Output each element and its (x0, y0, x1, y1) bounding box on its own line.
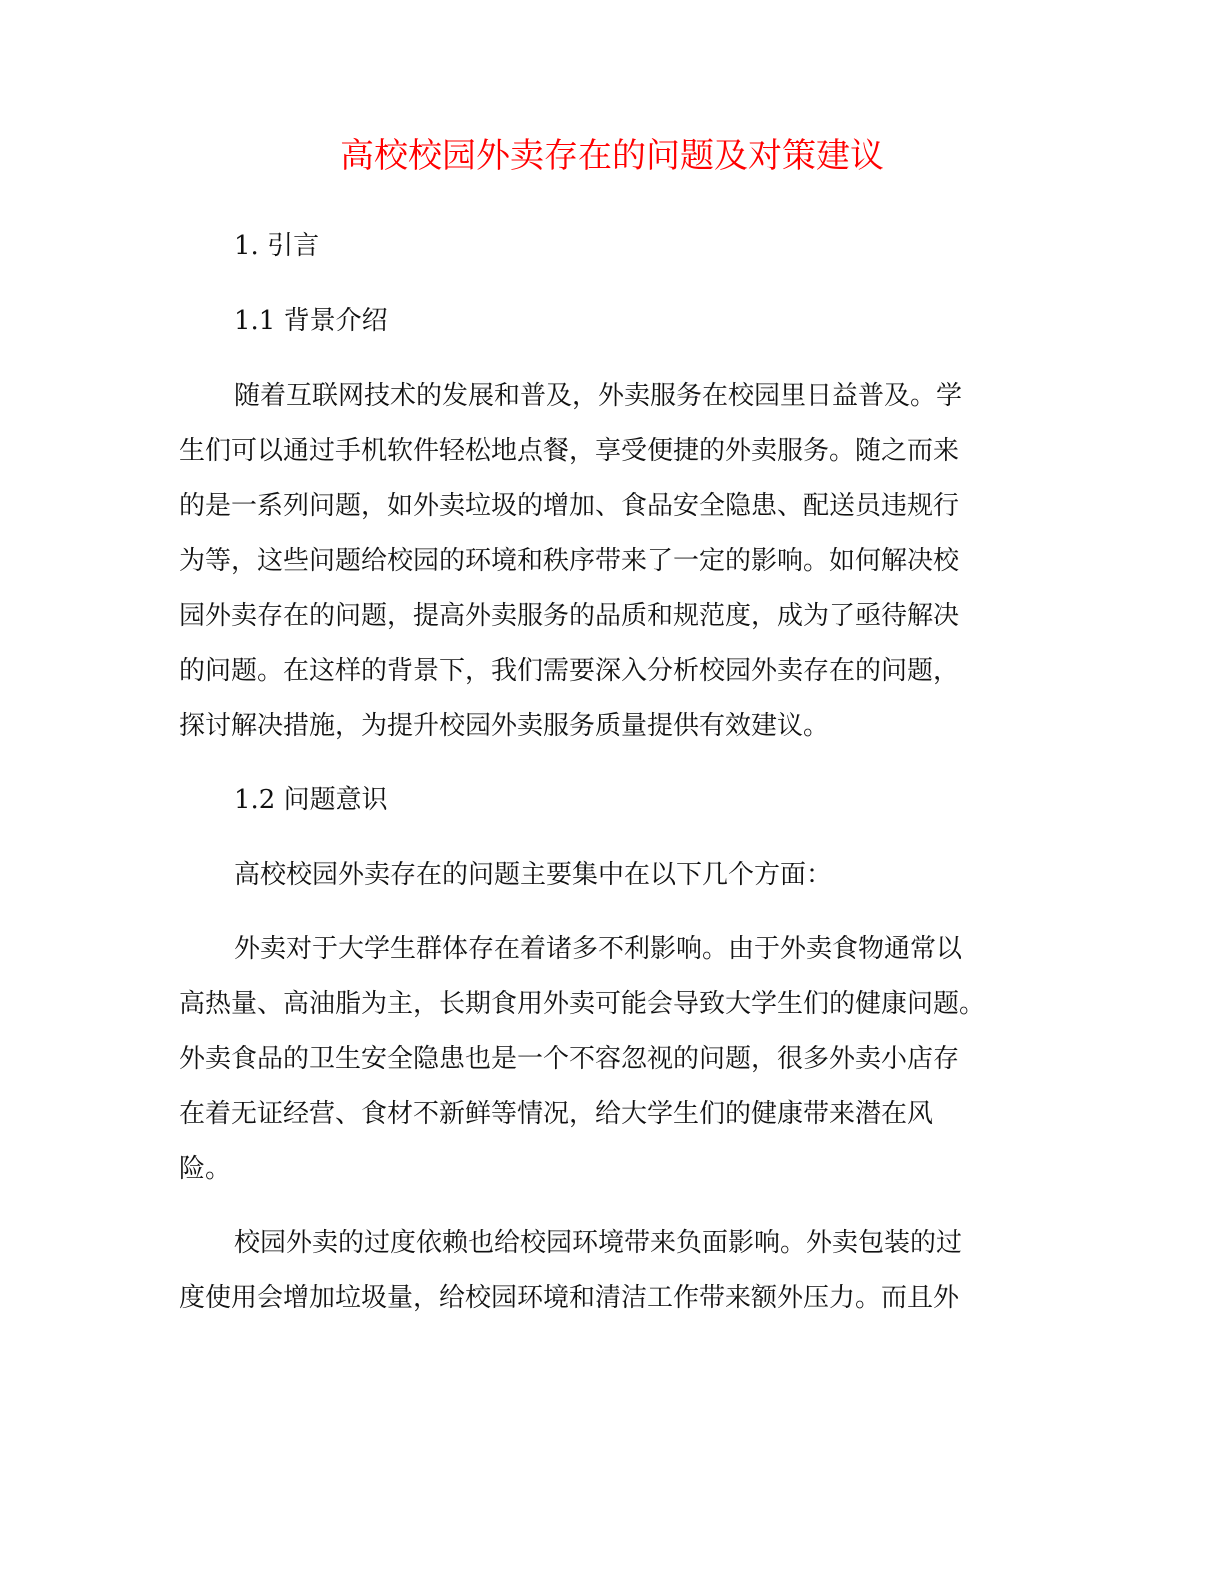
paragraph-line: 校园外卖的过度依赖也给校园环境带来负面影响。外卖包装的过 (234, 1228, 963, 1258)
paragraph-line: 在着无证经营、食材不新鲜等情况，给大学生们的健康带来潜在风 (179, 1099, 934, 1129)
paragraph-line: 高热量、高油脂为主，长期食用外卖可能会导致大学生们的健康问题。 (179, 989, 986, 1019)
paragraph-line: 探讨解决措施，为提升校园外卖服务质量提供有效建议。 (179, 711, 830, 741)
paragraph-line: 为等，这些问题给校园的环境和秩序带来了一定的影响。如何解决校 (179, 546, 960, 576)
heading-problem-awareness: 1.2 问题意识 (234, 785, 388, 815)
document-title: 高校校园外卖存在的问题及对策建议 (340, 136, 884, 176)
paragraph-line: 随着互联网技术的发展和普及，外卖服务在校园里日益普及。学 (234, 381, 963, 411)
paragraph-line: 高校校园外卖存在的问题主要集中在以下几个方面： (234, 860, 833, 890)
paragraph-line: 外卖食品的卫生安全隐患也是一个不容忽视的问题，很多外卖小店存 (179, 1044, 960, 1074)
paragraph-line: 的是一系列问题，如外卖垃圾的增加、食品安全隐患、配送员违规行 (179, 491, 960, 521)
paragraph-line: 度使用会增加垃圾量，给校园环境和清洁工作带来额外压力。而且外 (179, 1283, 960, 1313)
paragraph-line: 的问题。在这样的背景下，我们需要深入分析校园外卖存在的问题， (179, 656, 960, 686)
paragraph-line: 险。 (179, 1154, 232, 1184)
paragraph-line: 外卖对于大学生群体存在着诸多不利影响。由于外卖食物通常以 (234, 934, 963, 964)
paragraph-line: 生们可以通过手机软件轻松地点餐，享受便捷的外卖服务。随之而来 (179, 436, 960, 466)
paragraph-line: 园外卖存在的问题，提高外卖服务的品质和规范度，成为了亟待解决 (179, 601, 960, 631)
heading-background: 1.1 背景介绍 (234, 306, 388, 336)
heading-intro: 1. 引言 (234, 231, 320, 261)
